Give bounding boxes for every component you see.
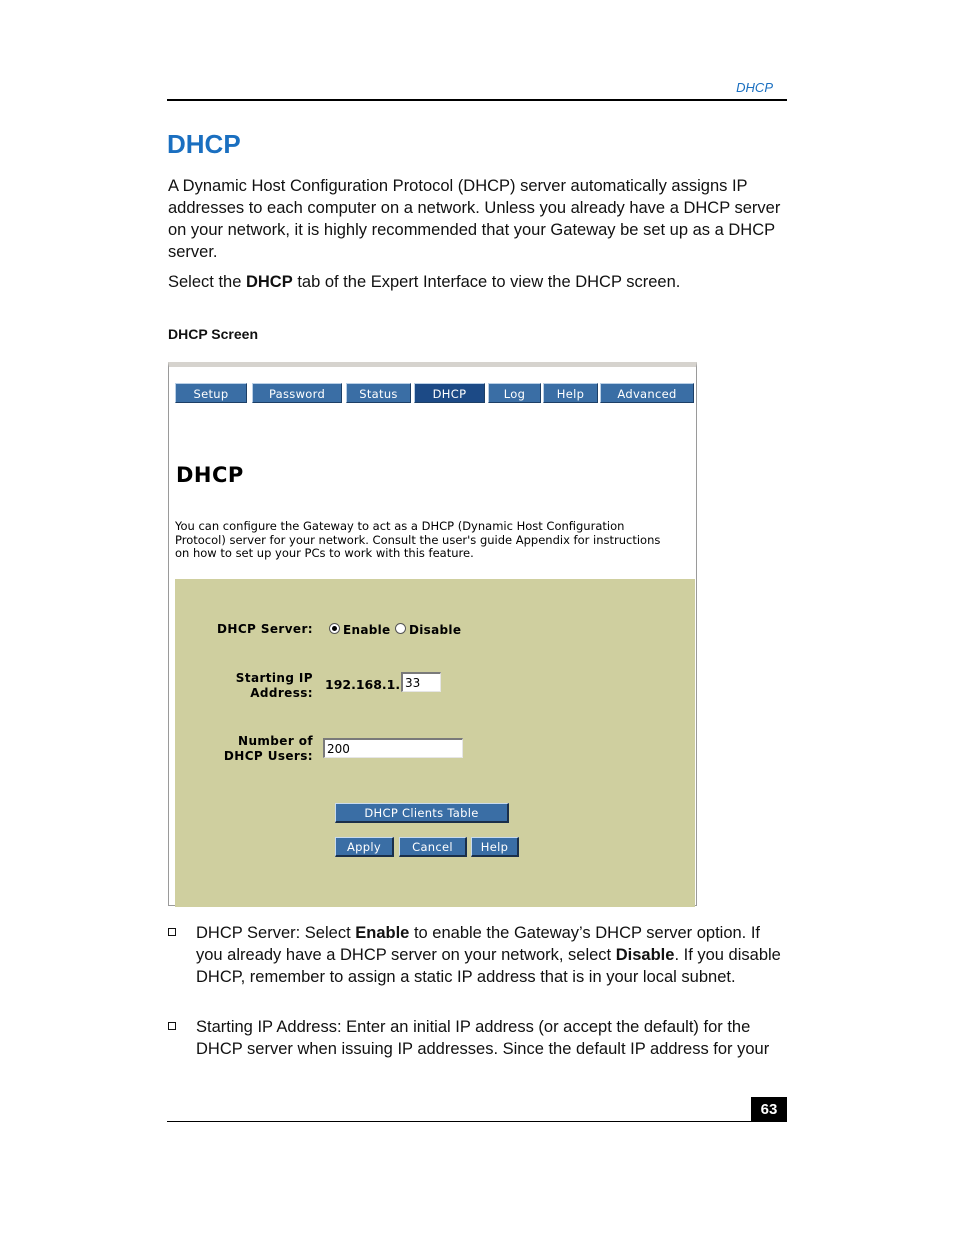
select-text-bold: DHCP bbox=[245, 273, 293, 291]
tab-password[interactable]: Password bbox=[252, 383, 342, 403]
enable-radio[interactable] bbox=[329, 623, 340, 634]
help-button[interactable]: Help bbox=[471, 837, 519, 857]
tab-advanced[interactable]: Advanced bbox=[600, 383, 694, 403]
select-text-post: tab of the Expert Interface to view the DHCP screen. bbox=[292, 273, 681, 291]
bullet-tail: . If you disable DHCP, remember to assign a static IP address that is in your local subnet. bbox=[196, 946, 781, 986]
tab-setup[interactable]: Setup bbox=[175, 383, 247, 403]
top-rule bbox=[167, 99, 787, 101]
ip-prefix: 192.168.1. bbox=[325, 677, 401, 692]
page-title: DHCP bbox=[167, 129, 241, 159]
dhcp-screenshot bbox=[168, 362, 697, 906]
intro-paragraph: A Dynamic Host Configuration Protocol (DHCP) server automatically assigns IP addresses to each computer on a network. Unless you already have a DHCP server on your network, it is highly recommended that your Gateway be set up as a DHCP server. bbox=[168, 177, 781, 261]
tab-log[interactable]: Log bbox=[488, 383, 541, 403]
cancel-button[interactable]: Cancel bbox=[399, 837, 467, 857]
screen-description: You can configure the Gateway to act as a DHCP (Dynamic Host Configuration Protocol) server for your network. Consult the user's guide Appendix for instructions on how to set up your PCs to work with this feature. bbox=[175, 519, 661, 560]
bullet-box-icon bbox=[168, 928, 176, 936]
num-users-input[interactable] bbox=[323, 738, 463, 758]
running-head: DHCP bbox=[736, 80, 773, 95]
enable-label: Enable bbox=[343, 623, 391, 637]
starting-ip-label bbox=[195, 671, 313, 701]
screen-heading: DHCP bbox=[176, 463, 244, 487]
settings-panel bbox=[175, 579, 695, 907]
bullet-bold-disable: Disable bbox=[615, 946, 675, 964]
num-users-label-line1: Number of bbox=[238, 734, 313, 748]
disable-label: Disable bbox=[409, 623, 462, 637]
apply-button[interactable]: Apply bbox=[335, 837, 394, 857]
dhcp-server-label: DHCP Server: bbox=[217, 622, 313, 636]
bullet-starting-ip bbox=[168, 1016, 788, 1060]
page-number: 63 bbox=[751, 1097, 787, 1122]
bullet-text bbox=[196, 922, 786, 988]
bullet-bold-enable: Enable bbox=[355, 924, 410, 942]
num-users-label bbox=[195, 734, 313, 764]
figure-caption: DHCP Screen bbox=[168, 326, 259, 342]
bullet-mid: to enable the Gateway’s DHCP server option. If you already have a DHCP server on your network, select bbox=[196, 924, 761, 964]
starting-ip-label-line2: Address: bbox=[250, 686, 313, 700]
starting-ip-input[interactable] bbox=[401, 672, 441, 692]
bullet-box-icon bbox=[168, 1022, 176, 1030]
dhcp-clients-table-button[interactable]: DHCP Clients Table bbox=[335, 803, 509, 823]
tab-status[interactable]: Status bbox=[346, 383, 411, 403]
select-paragraph bbox=[168, 271, 788, 293]
bullet-dhcp-server bbox=[168, 922, 788, 988]
disable-radio[interactable] bbox=[395, 623, 406, 634]
tab-dhcp[interactable]: DHCP bbox=[414, 383, 485, 403]
bottom-rule bbox=[167, 1121, 787, 1122]
num-users-label-line2: DHCP Users: bbox=[223, 749, 313, 763]
select-text-pre: Select the bbox=[168, 273, 246, 291]
tab-help[interactable]: Help bbox=[543, 383, 598, 403]
bullet-lead: DHCP Server: Select bbox=[196, 924, 356, 942]
bullet-text: Starting IP Address: Enter an initial IP address (or accept the default) for the DHCP server when issuing IP addresses. Since the default IP address for your bbox=[196, 1018, 770, 1058]
starting-ip-label-line1: Starting IP bbox=[235, 671, 313, 685]
